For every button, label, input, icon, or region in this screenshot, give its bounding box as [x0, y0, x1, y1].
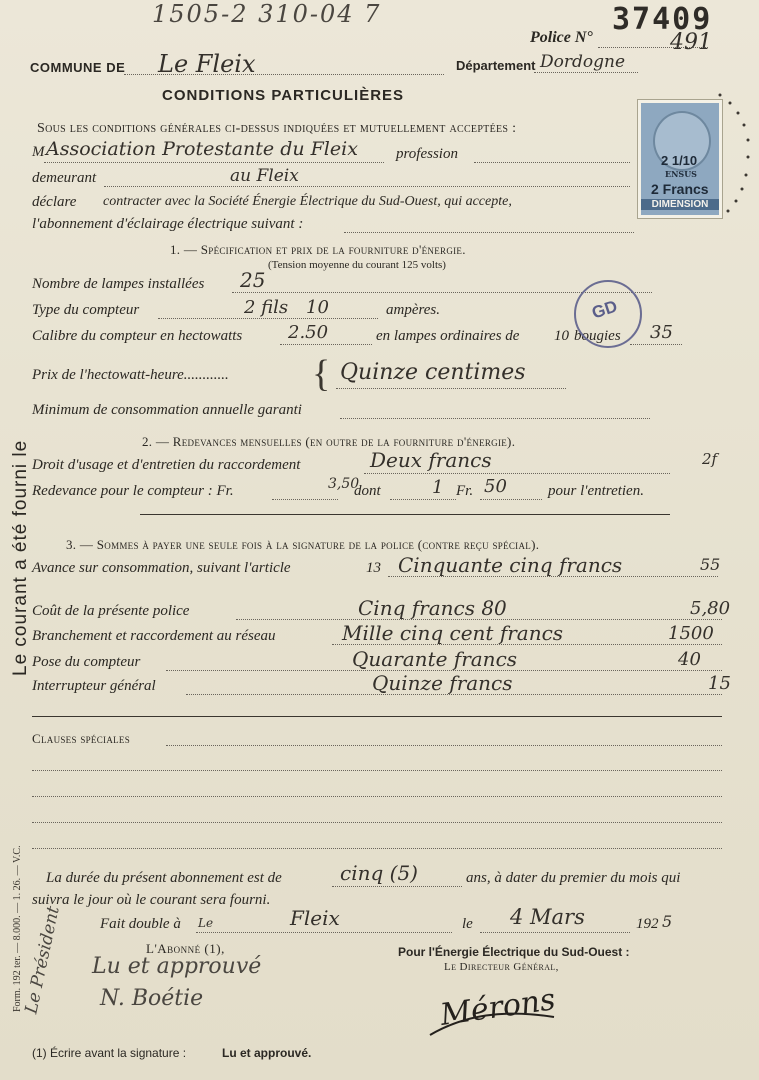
stamp-value-unit: ENSUS	[665, 169, 697, 179]
directeur-signature: Mérons	[438, 982, 558, 1033]
minimum-line	[340, 418, 650, 419]
abonne-label: L'Abonné (1),	[146, 941, 225, 956]
lampes-value: 25	[240, 268, 266, 292]
abonne-line1: Lu et approuvé	[92, 954, 262, 979]
clauses-label: Clauses spéciales	[32, 731, 131, 746]
droit-label: Droit d'usage et d'entretien du raccordement	[32, 457, 301, 473]
lampes-ord-label: en lampes ordinaires de	[376, 328, 520, 344]
section1-subtitle: (Tension moyenne du courant 125 volts)	[268, 259, 446, 271]
bougies-label: bougies	[574, 328, 621, 344]
minimum-label: Minimum de consommation annuelle garanti	[32, 402, 302, 418]
departement-label: Département	[456, 58, 536, 73]
redevance-value: 3,50	[328, 476, 360, 492]
section2-rule	[140, 514, 670, 515]
abonne-line2: N. Boétie	[100, 986, 204, 1011]
police-label: Police N°	[530, 29, 593, 46]
clauses-line-4	[32, 822, 722, 823]
type-value-fils: 2 fils	[244, 297, 289, 318]
redevance-label: Redevance pour le compteur : Fr.	[32, 483, 234, 499]
declare-text: contracter avec la Société Énergie Électrique du Sud-Ouest, qui accepte,	[103, 194, 512, 209]
cancel-dots	[700, 85, 759, 225]
demeurant-line	[104, 186, 630, 187]
fr-line	[480, 499, 542, 500]
branchement-label: Branchement et raccordement au réseau	[32, 628, 276, 644]
pose-value: Quarante francs	[352, 647, 518, 671]
footnote-bold: Lu et approuvé.	[222, 1046, 312, 1060]
stamp-band: DIMENSION	[641, 199, 719, 210]
profession-label: profession	[396, 146, 458, 162]
suivra-text: suivra le jour où le courant sera fourni.	[32, 892, 271, 908]
branchement-amount: 1500	[668, 623, 714, 644]
clauses-line-3	[32, 796, 722, 797]
stamp-value-main: 2 Francs	[651, 181, 709, 197]
ampere-label: ampères.	[386, 302, 441, 318]
cout-value: Cinq francs 80	[358, 596, 507, 620]
bougies-count: 35	[650, 322, 673, 343]
dont-label: dont	[354, 483, 381, 499]
pose-amount: 40	[678, 649, 701, 670]
le-line	[480, 932, 630, 933]
abonnement-line	[344, 232, 634, 233]
abonnement-text: l'abonnement d'éclairage électrique suivant :	[32, 216, 304, 232]
clauses-line-5	[32, 848, 722, 849]
fr-value: 50	[484, 476, 507, 497]
left-margin-signature: Le Président	[21, 904, 64, 1016]
droit-amount: 2f	[702, 450, 718, 468]
demeurant-value: au Fleix	[230, 166, 299, 186]
fr-label: Fr.	[456, 483, 474, 499]
section2-title: 2. — Redevances mensuelles (en outre de la fourniture d'énergie).	[142, 434, 516, 449]
branchement-value: Mille cinq cent francs	[342, 621, 564, 645]
stamp-value-top: 2 1/10	[661, 153, 698, 168]
redevance-line	[272, 499, 338, 500]
droit-value: Deux francs	[370, 448, 492, 472]
demeurant-label: demeurant	[32, 170, 97, 186]
pose-label: Pose du compteur	[32, 654, 141, 670]
year-prefix: 192	[636, 916, 659, 932]
entretien-label: pour l'entretien.	[548, 483, 644, 499]
footnote-text: (1) Écrire avant la signature :	[32, 1046, 187, 1060]
fait-prefix: Le	[198, 916, 214, 930]
interrupteur-value: Quinze francs	[372, 671, 513, 695]
commune-value: Le Fleix	[158, 50, 256, 78]
directeur-label: Le Directeur Général,	[444, 961, 559, 973]
avance-amount: 55	[700, 555, 721, 574]
calibre-line	[280, 344, 372, 345]
commune-label: COMMUNE DE	[30, 60, 126, 75]
m-prefix: M	[32, 144, 45, 160]
dont-line	[390, 499, 456, 500]
postmark	[574, 280, 642, 348]
vertical-margin-text: Le courant a été fourni le	[10, 439, 31, 676]
prix-line	[336, 388, 566, 389]
section3-rule	[32, 716, 722, 717]
year-value: 5	[662, 912, 673, 931]
clauses-line-2	[32, 770, 722, 771]
police-value: 491	[670, 30, 712, 55]
avance-value: Cinquante cinq francs	[398, 553, 623, 577]
doc-number: 37409	[612, 2, 713, 37]
duree-text2: ans, à dater du premier du mois qui	[466, 870, 681, 886]
prix-value: Quinze centimes	[340, 360, 526, 385]
lampes-label: Nombre de lampes installées	[32, 276, 205, 292]
bougies-line	[630, 344, 682, 345]
archive-ref: 1505-2 310-04 7	[152, 0, 382, 28]
energie-label: Pour l'Énergie Électrique du Sud-Ouest :	[398, 945, 630, 959]
m-value: Association Protestante du Fleix	[46, 138, 358, 160]
intro-line1: Sous les conditions générales ci-dessus indiquées et mutuellement acceptées :	[37, 121, 517, 136]
type-value-amp: 10	[306, 297, 329, 318]
cout-amount: 5,80	[690, 598, 731, 619]
m-line	[44, 162, 384, 163]
fait-value: Fleix	[290, 906, 340, 930]
declare-label: déclare	[32, 194, 77, 210]
interrupteur-amount: 15	[708, 673, 731, 694]
postmark-text: GD	[589, 296, 620, 323]
departement-value: Dordogne	[540, 52, 625, 72]
section1-title: 1. — Spécification et prix de la fourniture d'énergie.	[170, 242, 466, 257]
cout-label: Coût de la présente police	[32, 603, 190, 619]
section3-title: 3. — Sommes à payer une seule fois à la signature de la police (contre reçu spécial).	[66, 537, 540, 552]
departement-line	[534, 72, 638, 73]
type-label: Type du compteur	[32, 302, 140, 318]
form-ref: Form. 192 ter. — 8.000. — 1. 26. — V.C.	[12, 845, 23, 1012]
le-label: le	[462, 916, 473, 932]
page-title: CONDITIONS PARTICULIÈRES	[162, 87, 405, 104]
fait-label: Fait double à	[100, 916, 181, 932]
prix-brace: {	[312, 353, 331, 395]
avance-label: Avance sur consommation, suivant l'article	[32, 560, 291, 576]
avance-article: 13	[366, 560, 381, 576]
dont-value: 1	[432, 477, 444, 498]
directeur-flourish	[424, 1005, 564, 1045]
bougies-value: 10	[554, 328, 569, 344]
profession-line	[474, 162, 630, 163]
calibre-value: 2.50	[288, 322, 329, 343]
duree-value: cinq (5)	[340, 861, 418, 885]
date-value: 4 Mars	[510, 905, 585, 929]
interrupteur-label: Interrupteur général	[32, 678, 156, 694]
calibre-label: Calibre du compteur en hectowatts	[32, 328, 243, 344]
duree-line	[332, 886, 462, 887]
prix-label: Prix de l'hectowatt-heure............	[32, 367, 229, 383]
droit-line	[364, 473, 670, 474]
fait-line	[196, 932, 452, 933]
duree-text: La durée du présent abonnement est de	[46, 870, 282, 886]
clauses-line-1	[166, 745, 722, 746]
type-line	[158, 318, 378, 319]
